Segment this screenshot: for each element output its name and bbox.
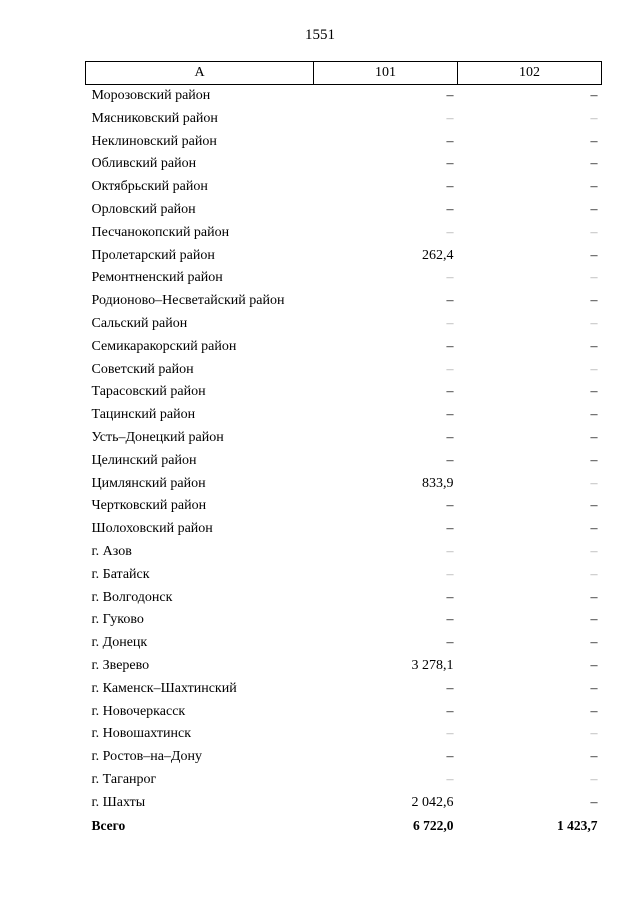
- value-102-cell: –: [590, 247, 598, 263]
- value-101-cell: –: [446, 589, 454, 605]
- value-101-cell: 262,4: [422, 247, 454, 263]
- table-row: [86, 313, 602, 336]
- row-name-cell: Целинский район: [91, 452, 197, 468]
- row-name-cell: г. Волгодонск: [91, 589, 173, 605]
- row-name-cell: г. Таганрог: [91, 771, 157, 787]
- row-name-cell: г. Новочеркасск: [91, 703, 186, 719]
- table-row: [86, 769, 602, 792]
- value-101-cell: 3 278,1: [411, 657, 454, 673]
- value-101-cell: –: [446, 361, 454, 377]
- value-102-cell: –: [590, 429, 598, 445]
- total-102-cell: 1 423,7: [557, 817, 598, 833]
- row-name-cell: Неклиновский район: [91, 133, 217, 149]
- table-header-row: [86, 62, 602, 85]
- row-name-cell: г. Шахты: [91, 794, 146, 810]
- value-102-cell: –: [590, 657, 598, 673]
- value-102-cell: –: [590, 384, 598, 400]
- value-101-cell: –: [446, 156, 454, 172]
- row-name-cell: Шолоховский район: [91, 521, 213, 537]
- row-name-cell: г. Новошахтинск: [91, 726, 192, 742]
- table-row: [86, 450, 602, 473]
- row-name-cell: Цимлянский район: [91, 475, 206, 491]
- data-table-container: [85, 61, 601, 837]
- value-101-cell: –: [446, 407, 454, 423]
- value-102-cell: –: [590, 521, 598, 537]
- row-name-cell: Пролетарский район: [91, 247, 215, 263]
- table-row: [86, 267, 602, 290]
- table-row: [86, 290, 602, 313]
- table-row: [86, 632, 602, 655]
- value-101-cell: –: [446, 201, 454, 217]
- row-name-cell: г. Ростов–на–Дону: [91, 749, 202, 765]
- value-102-cell: –: [590, 703, 598, 719]
- table-row: [86, 336, 602, 359]
- row-name-cell: Тацинский район: [91, 407, 196, 423]
- value-102-cell: –: [590, 179, 598, 195]
- table-row: [86, 587, 602, 610]
- row-name-cell: Семикаракорский район: [91, 338, 237, 354]
- value-101-cell: –: [446, 521, 454, 537]
- row-name-cell: Тарасовский район: [91, 384, 206, 400]
- value-101-cell: –: [446, 88, 454, 103]
- value-102-cell: –: [590, 726, 598, 742]
- value-102-cell: –: [590, 612, 598, 628]
- table-row: [86, 541, 602, 564]
- row-name-cell: Обливский район: [91, 156, 197, 172]
- table-row: [86, 792, 602, 815]
- value-102-cell: –: [590, 293, 598, 309]
- value-101-cell: –: [446, 635, 454, 651]
- table-body: [86, 85, 602, 838]
- value-102-cell: –: [590, 315, 598, 331]
- value-102-cell: –: [590, 749, 598, 765]
- table-row: [86, 381, 602, 404]
- value-101-cell: –: [446, 726, 454, 742]
- value-101-cell: –: [446, 224, 454, 240]
- value-101-cell: –: [446, 338, 454, 354]
- total-label-cell: Всего: [91, 817, 126, 833]
- row-name-cell: Октябрьский район: [91, 179, 208, 195]
- value-101-cell: –: [446, 293, 454, 309]
- value-102-cell: –: [590, 407, 598, 423]
- data-table: [85, 61, 602, 837]
- table-row: [86, 746, 602, 769]
- row-name-cell: Ремонтненский район: [91, 270, 223, 286]
- value-101-cell: –: [446, 771, 454, 787]
- table-row: [86, 85, 602, 108]
- table-row: [86, 153, 602, 176]
- value-101-cell: –: [446, 133, 454, 149]
- value-101-cell: –: [446, 110, 454, 126]
- table-row: [86, 518, 602, 541]
- value-101-cell: 833,9: [422, 475, 454, 491]
- total-row: [86, 815, 602, 838]
- row-name-cell: Мясниковский район: [91, 110, 218, 126]
- page-number: 1551: [305, 27, 335, 43]
- value-102-cell: –: [590, 156, 598, 172]
- row-name-cell: г. Каменск–Шахтинский: [91, 680, 237, 696]
- value-102-cell: –: [590, 270, 598, 286]
- row-name-cell: Чертковский район: [91, 498, 207, 514]
- value-101-cell: –: [446, 452, 454, 468]
- table-row: [86, 701, 602, 724]
- row-name-cell: г. Зверево: [91, 657, 150, 673]
- value-102-cell: –: [590, 452, 598, 468]
- value-102-cell: –: [590, 498, 598, 514]
- column-header-102: 102: [458, 62, 602, 85]
- value-102-cell: –: [590, 771, 598, 787]
- value-102-cell: –: [590, 338, 598, 354]
- table-row: [86, 108, 602, 131]
- value-101-cell: –: [446, 566, 454, 582]
- value-101-cell: –: [446, 498, 454, 514]
- table-row: [86, 427, 602, 450]
- value-102-cell: –: [590, 566, 598, 582]
- value-102-cell: –: [590, 635, 598, 651]
- table-row: [86, 359, 602, 382]
- row-name-cell: г. Донецк: [91, 635, 148, 651]
- value-101-cell: –: [446, 270, 454, 286]
- table-row: [86, 564, 602, 587]
- value-102-cell: –: [590, 201, 598, 217]
- row-name-cell: Родионово–Несветайский район: [91, 293, 285, 309]
- row-name-cell: г. Гуково: [91, 612, 144, 628]
- table-row: [86, 199, 602, 222]
- table-row: [86, 404, 602, 427]
- row-name-cell: Орловский район: [91, 201, 196, 217]
- value-102-cell: –: [590, 589, 598, 605]
- row-name-cell: Сальский район: [91, 315, 188, 331]
- value-101-cell: –: [446, 429, 454, 445]
- table-row: [86, 495, 602, 518]
- table-row: [86, 678, 602, 701]
- table-row: [86, 176, 602, 199]
- value-102-cell: –: [590, 794, 598, 810]
- value-102-cell: –: [590, 133, 598, 149]
- row-name-cell: г. Батайск: [91, 566, 150, 582]
- table-row: [86, 609, 602, 632]
- column-header-a: A: [86, 62, 314, 85]
- value-101-cell: –: [446, 384, 454, 400]
- value-101-cell: –: [446, 680, 454, 696]
- value-101-cell: 2 042,6: [411, 794, 454, 810]
- value-102-cell: –: [590, 88, 598, 103]
- value-102-cell: –: [590, 110, 598, 126]
- value-102-cell: –: [590, 361, 598, 377]
- value-101-cell: –: [446, 315, 454, 331]
- value-101-cell: –: [446, 703, 454, 719]
- column-header-101: 101: [314, 62, 458, 85]
- value-101-cell: –: [446, 612, 454, 628]
- table-row: [86, 473, 602, 496]
- table-row: [86, 723, 602, 746]
- table-row: [86, 655, 602, 678]
- table-row: [86, 131, 602, 154]
- value-101-cell: –: [446, 749, 454, 765]
- value-102-cell: –: [590, 475, 598, 491]
- row-name-cell: Песчанокопский район: [91, 224, 230, 240]
- row-name-cell: Советский район: [91, 361, 194, 377]
- table-row: [86, 245, 602, 268]
- value-101-cell: –: [446, 543, 454, 559]
- value-102-cell: –: [590, 680, 598, 696]
- row-name-cell: Морозовский район: [91, 88, 211, 103]
- total-101-cell: 6 722,0: [413, 817, 454, 833]
- value-101-cell: –: [446, 179, 454, 195]
- value-102-cell: –: [590, 224, 598, 240]
- row-name-cell: г. Азов: [91, 543, 132, 559]
- row-name-cell: Усть–Донецкий район: [91, 429, 224, 445]
- value-102-cell: –: [590, 543, 598, 559]
- table-row: [86, 222, 602, 245]
